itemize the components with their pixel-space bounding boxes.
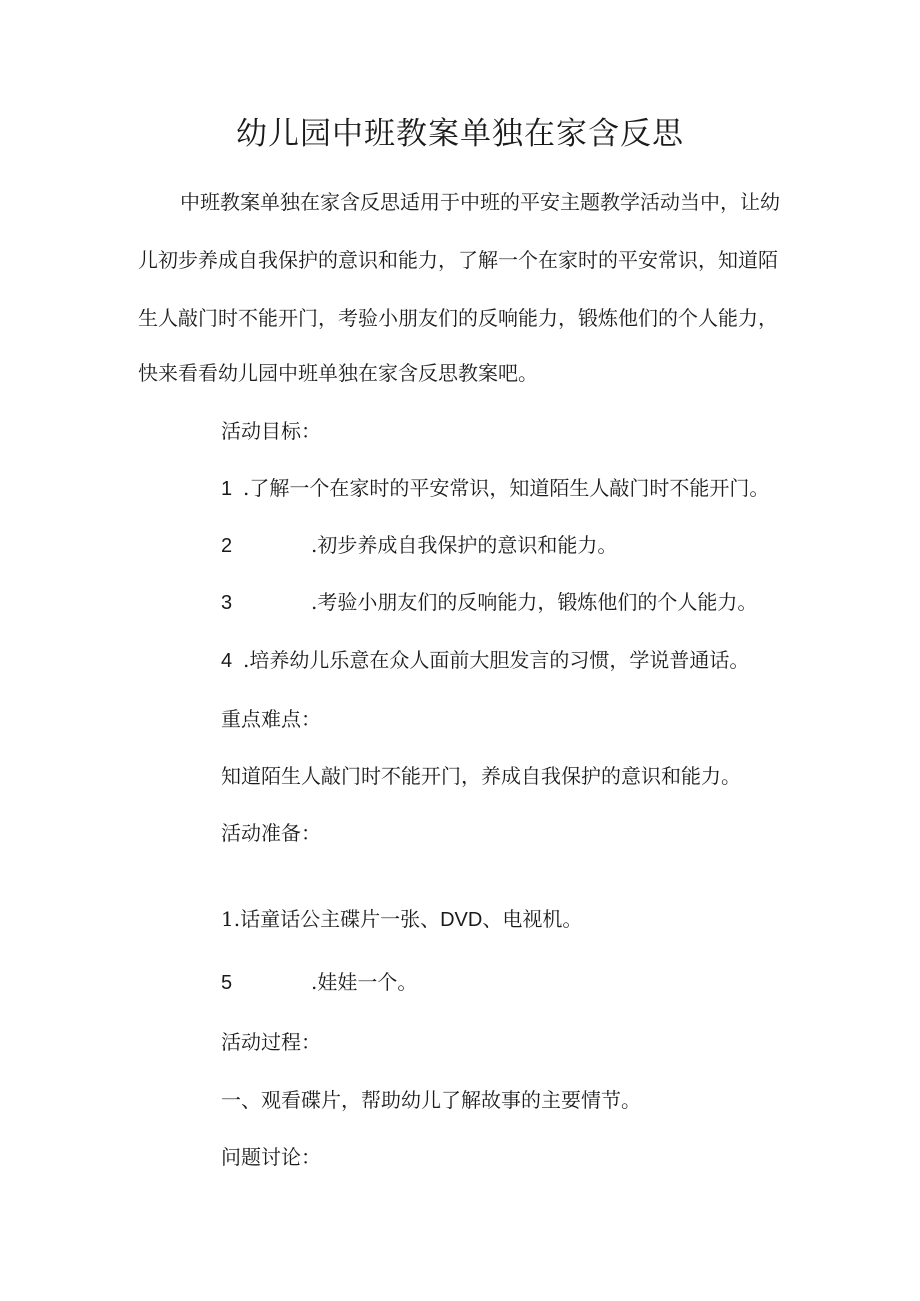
intro-line: 快来看看幼儿园中班单独在家含反思教案吧。	[138, 361, 538, 385]
goal-number: 1	[221, 478, 233, 500]
document-title: 幼儿园中班教案单独在家含反思	[236, 116, 684, 152]
discussion-heading: 问题讨论：	[221, 1145, 321, 1169]
intro-line: 儿初步养成自我保护的意识和能力，了解一个在家时的平安常识，知道陌	[138, 248, 778, 272]
process-heading: 活动过程：	[221, 1030, 321, 1054]
prep-item	[221, 903, 582, 932]
prep-number: 1.	[221, 907, 241, 931]
goal-item	[221, 644, 749, 673]
prep-number: 5	[221, 972, 233, 994]
goal-text: .初步养成自我保护的意识和能力。	[311, 533, 618, 557]
prep-text: .娃娃一个。	[311, 970, 418, 994]
key-heading: 重点难点：	[221, 707, 321, 731]
intro-line: 生人敲门时不能开门，考验小朋友们的反响能力，锻炼他们的个人能力，	[138, 306, 778, 330]
prep-heading: 活动准备：	[221, 821, 321, 845]
goal-text: .了解一个在家时的平安常识，知道陌生人敲门时不能开门。	[243, 476, 770, 500]
prep-text-dvd: DVD	[440, 909, 483, 931]
goal-number: 3	[221, 592, 233, 614]
prep-text: 话童话公主碟片一张、	[240, 907, 441, 931]
intro-line: 中班教案单独在家含反思适用于中班的平安主题教学活动当中，让幼	[180, 190, 780, 214]
goal-item	[221, 586, 757, 615]
process-step: 一、观看碟片，帮助幼儿了解故事的主要情节。	[221, 1088, 641, 1112]
goal-item	[221, 529, 617, 558]
goal-item	[221, 472, 769, 501]
prep-text: 、电视机。	[482, 907, 583, 931]
goal-text: .考验小朋友们的反响能力，锻炼他们的个人能力。	[311, 590, 758, 614]
goals-heading: 活动目标：	[221, 419, 321, 443]
key-text: 知道陌生人敲门时不能开门，养成自我保护的意识和能力。	[221, 764, 741, 788]
goal-number: 2	[221, 535, 233, 557]
goal-text: .培养幼儿乐意在众人面前大胆发言的习惯，学说普通话。	[243, 648, 750, 672]
goal-number: 4	[221, 650, 233, 672]
prep-item	[221, 966, 417, 995]
